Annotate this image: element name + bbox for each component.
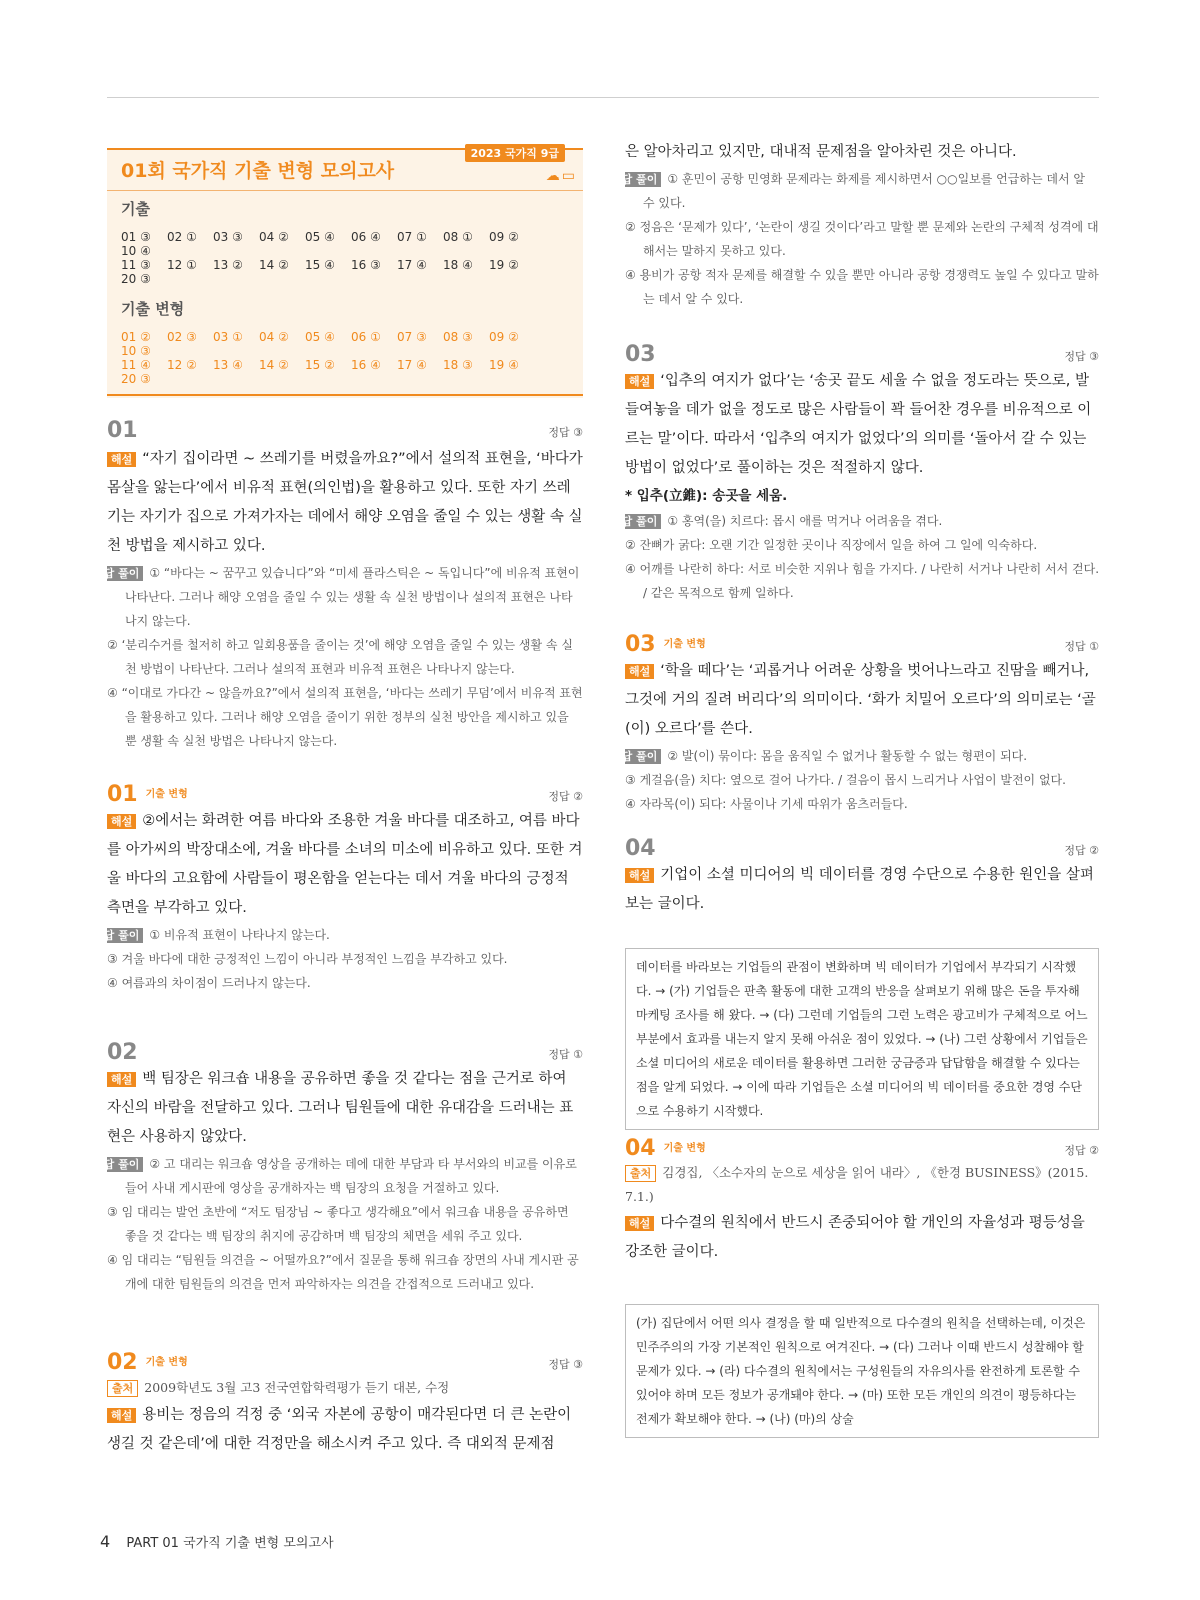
answer-key-title: 01회 국가직 기출 변형 모의고사 bbox=[121, 160, 395, 182]
part-title: PART 01 국가직 기출 변형 모의고사 bbox=[126, 1536, 334, 1551]
variant-label: 기출 변형 bbox=[145, 789, 188, 800]
answer-key-box bbox=[107, 148, 583, 398]
haeseol-badge: 해설 bbox=[625, 664, 654, 679]
passage-order-box: 데이터를 바라보는 기업들의 관점이 변화하며 빅 데이터가 기업에서 부각되기 시작했다. → (가) 기업들은 판촉 활동에 대한 고객의 반응을 살펴보기 위해 많은 돈을 투자해 마케팅 조사를 해 왔다. → (다) 그런데 기업들의 그런 노력은 광고비가 구체적으로 어느 부분에서 효과를 내는지 알지 못해 아쉬운 점이 있었다. → (나) 그런 상황에서 기업들은 소셜 미디어의 새로운 데이터를 활용하면 그러한 궁금증과 답답함을 해결할 수 있다는 점을 알게 되었다. → 이에 따라 기업들은 소셜 미디어의 빅 데이터를 중요한 경영 수단으로 수용하기 시작했다. bbox=[625, 948, 1099, 1130]
chulcheon-badge: 출처 bbox=[625, 1165, 656, 1182]
wrong-answer-3: ④ “이대로 가다간 ~ 않을까요?”에서 설의적 표현을, ‘바다는 쓰레기 무덤’에서 비유적 표현을 활용하고 있다. 그러나 해양 오염을 줄이기 위한 정부의 실천 방안을 제시하고 있을 뿐 생활 속 실천 방법은 나타나지 않는다. bbox=[107, 686, 583, 748]
section-label-variant: 기출 변형 bbox=[121, 300, 185, 318]
section-label-gichul: 기출 bbox=[121, 200, 150, 218]
exam-tag: 2023 국가직 9급 bbox=[465, 144, 565, 162]
variant-label: 기출 변형 bbox=[663, 639, 706, 650]
explanation: 해설 ‘입추의 여지가 없다’는 ‘송곳 끝도 세울 수 없을 정도라는 뜻으로, 발들여놓을 데가 없을 정도로 많은 사람들이 꽉 들어찬 경우를 비유적으로 이르는 말’이다. 따라서 ‘입추의 여지가 없었다’의 의미를 ‘돌아서 갈 수 있는 방법이 없었다’로 풀이하는 것은 적절하지 않다. bbox=[625, 373, 1092, 476]
question-04-variant bbox=[625, 1136, 1099, 1267]
question-number: 04 bbox=[625, 1136, 656, 1161]
wrong-answer-2: ③ 임 대리는 발언 초반에 “저도 팀장님 ~ 좋다고 생각해요”에서 워크숍 내용을 공유하면 좋을 것 같다는 백 팀장의 취지에 공감하며 백 팀장의 체면을 세워 주고 있다. bbox=[107, 1205, 569, 1243]
answer-key-header bbox=[107, 148, 583, 191]
haeseol-badge: 해설 bbox=[107, 452, 136, 467]
wrong-answer-2: ② ‘분리수거를 철저히 하고 일회용품을 줄이는 것’에 해양 오염을 줄일 수 있는 생활 속 실천 방법이 나타난다. 그러나 설의적 표현과 비유적 표현은 나타나지 않는다. bbox=[107, 638, 573, 676]
source-line: 출처 김경집, 〈소수자의 눈으로 세상을 읽어 내라〉, 《한경 BUSINESS》(2015. 7.1.) bbox=[625, 1165, 1089, 1204]
haeseol-badge: 해설 bbox=[625, 374, 654, 389]
odap-badge: 오답 풀이 bbox=[625, 172, 661, 187]
answer-row-3: 01 ② 02 ③ 03 ① 04 ② 05 ④ 06 ① 07 ③ 08 ③ 09 ②10 ③ bbox=[121, 330, 519, 358]
odap-badge: 오답 풀이 bbox=[107, 928, 143, 943]
explanation: 해설 ②에서는 화려한 여름 바다와 조용한 겨울 바다를 대조하고, 여름 바다를 아가씨의 박장대소에, 겨울 바다를 소녀의 미소에 비유하고 있다. 또한 겨울 바다의 고요함에 사람들이 평온함을 얻는다는 데서 겨울 바다의 긍정적 측면을 부각하고 있다. bbox=[107, 813, 583, 916]
answer-label: 정답 ① bbox=[548, 1048, 583, 1061]
wrong-answer-3: ④ 여름과의 차이점이 드러나지 않는다. bbox=[107, 976, 311, 990]
question-number: 01 bbox=[107, 418, 138, 443]
haeseol-badge: 해설 bbox=[625, 868, 654, 883]
wrong-answer-2: ② 정음은 ‘문제가 있다’, ‘논란이 생길 것이다’라고 말할 뿐 문제와 논란의 구체적 성격에 대해서는 말하지 못하고 있다. bbox=[625, 220, 1099, 258]
variant-label: 기출 변형 bbox=[663, 1143, 706, 1154]
page-footer bbox=[100, 1532, 334, 1551]
bus-cloud-icon: ☁▭ bbox=[545, 168, 577, 184]
answer-label: 정답 ③ bbox=[1064, 350, 1099, 363]
wrong-answer-3: ④ 자라목(이) 되다: 사물이나 기세 따위가 움츠러들다. bbox=[625, 797, 908, 811]
question-03-variant bbox=[611, 632, 1099, 816]
question-01 bbox=[93, 418, 583, 753]
wrong-answer-2: ③ 겨울 바다에 대한 긍정적인 느낌이 아니라 부정적인 느낌을 부각하고 있다. bbox=[107, 952, 508, 966]
explanation: 해설 백 팀장은 워크숍 내용을 공유하면 좋을 것 같다는 점을 근거로 하여 자신의 바람을 전달하고 있다. 그러나 팀원들에 대한 유대감을 드러내는 표현은 사용하지 않았다. bbox=[107, 1071, 574, 1145]
question-number: 02 bbox=[107, 1040, 138, 1065]
answer-label: 정답 ② bbox=[548, 790, 583, 803]
wrong-answer-1: 오답 풀이 ① 훈민이 공항 민영화 문제라는 화제를 제시하면서 ○○일보를 언급하는 데서 알 수 있다. bbox=[611, 172, 1085, 210]
explanation-continued: 은 알아차리고 있지만, 대내적 문제점을 알아차린 것은 아니다. bbox=[625, 144, 1017, 160]
page-number: 4 bbox=[100, 1532, 111, 1551]
wrong-answer-2: ② 잔뼈가 굵다: 오랜 기간 일정한 곳이나 직장에서 일을 하여 그 일에 익숙하다. bbox=[625, 538, 1038, 552]
question-number: 04 bbox=[625, 836, 656, 861]
answer-label: 정답 ③ bbox=[548, 1358, 583, 1371]
variant-label: 기출 변형 bbox=[145, 1357, 188, 1368]
question-number: 01 bbox=[107, 782, 138, 807]
question-02 bbox=[93, 1040, 583, 1296]
haeseol-badge: 해설 bbox=[107, 814, 136, 829]
wrong-answer-1: 오답 풀이 ① 홍역(을) 치르다: 몹시 애를 먹거나 어려움을 겪다. bbox=[611, 514, 943, 528]
explanation: 해설 “자기 집이라면 ~ 쓰레기를 버렸을까요?”에서 설의적 표현을, ‘바다가 몸살을 앓는다’에서 비유적 표현(의인법)을 활용하고 있다. 또한 자기 쓰레기는 자기가 집으로 가져가자는 데에서 해양 오염을 줄일 수 있는 생활 속 실천 방법을 제시하고 있다. bbox=[107, 451, 583, 554]
footnote: * 입추(立錐): 송곳을 세움. bbox=[625, 488, 788, 504]
wrong-answer-1: 오답 풀이 ② 발(이) 묶이다: 몸을 움직일 수 없거나 활동할 수 없는 형편이 되다. bbox=[611, 749, 1028, 763]
question-number: 02 bbox=[107, 1350, 138, 1375]
answer-label: 정답 ② bbox=[1064, 1144, 1099, 1157]
explanation: 해설 ‘학을 떼다’는 ‘괴롭거나 어려운 상황을 벗어나느라고 진땀을 빼거나, 그것에 거의 질려 버리다’의 의미이다. ‘화가 치밀어 오르다’의 의미로는 ‘골(이) 오르다’를 쓴다. bbox=[625, 663, 1096, 737]
wrong-answer-3: ④ 어깨를 나란히 하다: 서로 비슷한 지위나 힘을 가지다. / 나란히 서거나 나란히 서서 걷다. / 같은 목적으로 함께 일하다. bbox=[625, 562, 1100, 600]
answer-row-2: 11 ③ 12 ① 13 ② 14 ② 15 ④ 16 ③ 17 ④ 18 ④ 19 ②20 ③ bbox=[121, 258, 519, 286]
haeseol-badge: 해설 bbox=[107, 1408, 136, 1423]
answer-row-4: 11 ④ 12 ② 13 ④ 14 ② 15 ② 16 ④ 17 ④ 18 ③ 19 ④20 ③ bbox=[121, 358, 519, 386]
wrong-answer-1: 오답 풀이 ① 비유적 표현이 나타나지 않는다. bbox=[93, 928, 330, 942]
passage-order-box-2: (가) 집단에서 어떤 의사 결정을 할 때 일반적으로 다수결의 원칙을 선택하는데, 이것은 민주주의의 가장 기본적인 원칙으로 여겨진다. → (다) 그러나 이때 반드시 성찰해야 할 문제가 있다. → (라) 다수결의 원칙에서는 구성원들의 자유의사를 완전하게 토론할 수 있어야 하며 모든 정보가 공개돼야 한다. → (마) 또한 모든 개인의 의견이 평등하다는 전제가 확보해야 한다. → (나) (마)의 상술 bbox=[625, 1304, 1099, 1438]
odap-badge: 오답 풀이 bbox=[625, 514, 661, 529]
question-02-variant-continued bbox=[611, 138, 1099, 311]
question-03 bbox=[611, 342, 1100, 605]
wrong-answer-2: ③ 게걸음(을) 치다: 옆으로 걸어 나가다. / 걸음이 몹시 느리거나 사업이 발전이 없다. bbox=[625, 773, 1066, 787]
top-rule bbox=[107, 97, 1099, 98]
explanation: 해설 기업이 소셜 미디어의 빅 데이터를 경영 수단으로 수용한 원인을 살펴보는 글이다. bbox=[625, 867, 1094, 912]
wrong-answer-3: ④ 임 대리는 “팀원들 의견을 ~ 어떨까요?”에서 질문을 통해 워크숍 장면의 사내 게시판 공개에 대한 팀원들의 의견을 먼저 파악하자는 의견을 간접적으로 드러내고 있다. bbox=[107, 1253, 579, 1291]
chulcheon-badge: 출처 bbox=[107, 1380, 138, 1397]
answer-label: 정답 ① bbox=[1064, 640, 1099, 653]
question-number: 03 bbox=[625, 632, 656, 657]
answer-label: 정답 ③ bbox=[548, 426, 583, 439]
wrong-answer-3: ④ 용비가 공항 적자 문제를 해결할 수 있을 뿐만 아니라 공항 경쟁력도 높일 수 있다고 말하는 데서 알 수 있다. bbox=[625, 268, 1099, 306]
explanation: 해설 용비는 정음의 걱정 중 ‘외국 자본에 공항이 매각된다면 더 큰 논란이 생길 것 같은데’에 대한 걱정만을 해소시켜 주고 있다. 즉 대외적 문제점 bbox=[107, 1407, 572, 1452]
haeseol-badge: 해설 bbox=[107, 1072, 136, 1087]
question-number: 03 bbox=[625, 342, 656, 367]
question-02-variant bbox=[107, 1350, 583, 1459]
explanation: 해설 다수결의 원칙에서 반드시 존중되어야 할 개인의 자율성과 평등성을 강조한 글이다. bbox=[625, 1215, 1085, 1260]
source-line: 출처 2009학년도 3월 고3 전국연합학력평가 듣기 대본, 수정 bbox=[107, 1375, 583, 1401]
odap-badge: 오답 풀이 bbox=[107, 1157, 143, 1172]
question-01-variant bbox=[93, 782, 583, 995]
answer-key-bottom-rule bbox=[107, 394, 583, 396]
odap-badge: 오답 풀이 bbox=[107, 566, 143, 581]
question-04 bbox=[625, 836, 1099, 919]
answer-row-1: 01 ③ 02 ① 03 ③ 04 ② 05 ④ 06 ④ 07 ① 08 ① 09 ②10 ④ bbox=[121, 230, 519, 258]
odap-badge: 오답 풀이 bbox=[625, 749, 661, 764]
haeseol-badge: 해설 bbox=[625, 1216, 654, 1231]
wrong-answer-1: 오답 풀이 ② 고 대리는 워크숍 영상을 공개하는 데에 대한 부담과 타 부서와의 비교를 이유로 들어 사내 게시판에 영상을 공개하자는 백 팀장의 요청을 거절하고 있다. bbox=[93, 1157, 577, 1195]
answer-label: 정답 ② bbox=[1064, 844, 1099, 857]
wrong-answer-1: 오답 풀이 ① “바다는 ~ 꿈꾸고 있습니다”와 “미세 플라스틱은 ~ 독입니다”에 비유적 표현이 나타난다. 그러나 해양 오염을 줄일 수 있는 생활 속 실천 방법이나 설의적 표현은 나타나지 않는다. bbox=[93, 566, 580, 628]
